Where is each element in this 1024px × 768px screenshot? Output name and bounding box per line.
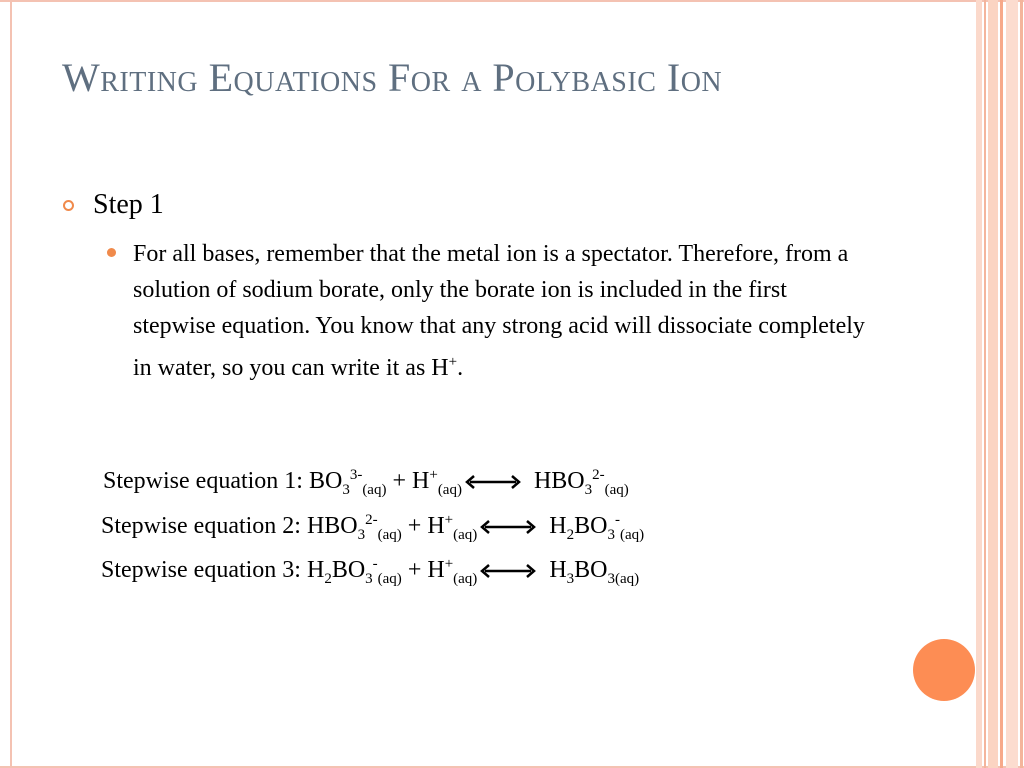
slide-border-top: [0, 0, 1024, 2]
bullet-text: Step 1: [93, 189, 164, 220]
stepwise-equation-1: Stepwise equation 1: $BO_3^{3-}_{(aq)} + H^+_{(aq)}$ $HBO_3^{2-}_{(aq)}$: [103, 467, 629, 498]
slide-border-left: [0, 0, 12, 768]
double-arrow-icon: [479, 563, 537, 579]
double-arrow-icon: [479, 519, 537, 535]
double-arrow-icon: [464, 474, 522, 490]
stepwise-equation-2: Stepwise equation 2: $HBO_3^{2-}_{(aq)} + H^+_{(aq)}$ $H_2BO_3^-_{(aq)}$: [101, 512, 645, 543]
dot-bullet-icon: [107, 248, 116, 257]
stepwise-equation-3: Stepwise equation 3: $H_2BO_3^-_{(aq)} + H^+_{(aq)}$ $H_3BO_{3(aq)}$: [101, 556, 640, 587]
stripe: [988, 0, 998, 768]
stripe: [984, 0, 986, 768]
stripe: [1006, 0, 1018, 768]
stripe: [1000, 0, 1003, 768]
decorative-stripes: [976, 0, 1024, 768]
stripe: [976, 0, 982, 768]
ring-bullet-icon: [63, 200, 74, 211]
sub-bullet-text: For all bases, remember that the metal ion is a spectator. Therefore, from a solution of sodium borate, only the borate ion is included in the first stepwise equation. You know that any strong acid will dissociate completely in water, so you can write it as H+.: [133, 241, 865, 381]
accent-circle: [913, 639, 975, 701]
stripe: [1020, 0, 1023, 768]
slide-title: Writing Equations For a Polybasic Ion: [62, 55, 723, 100]
